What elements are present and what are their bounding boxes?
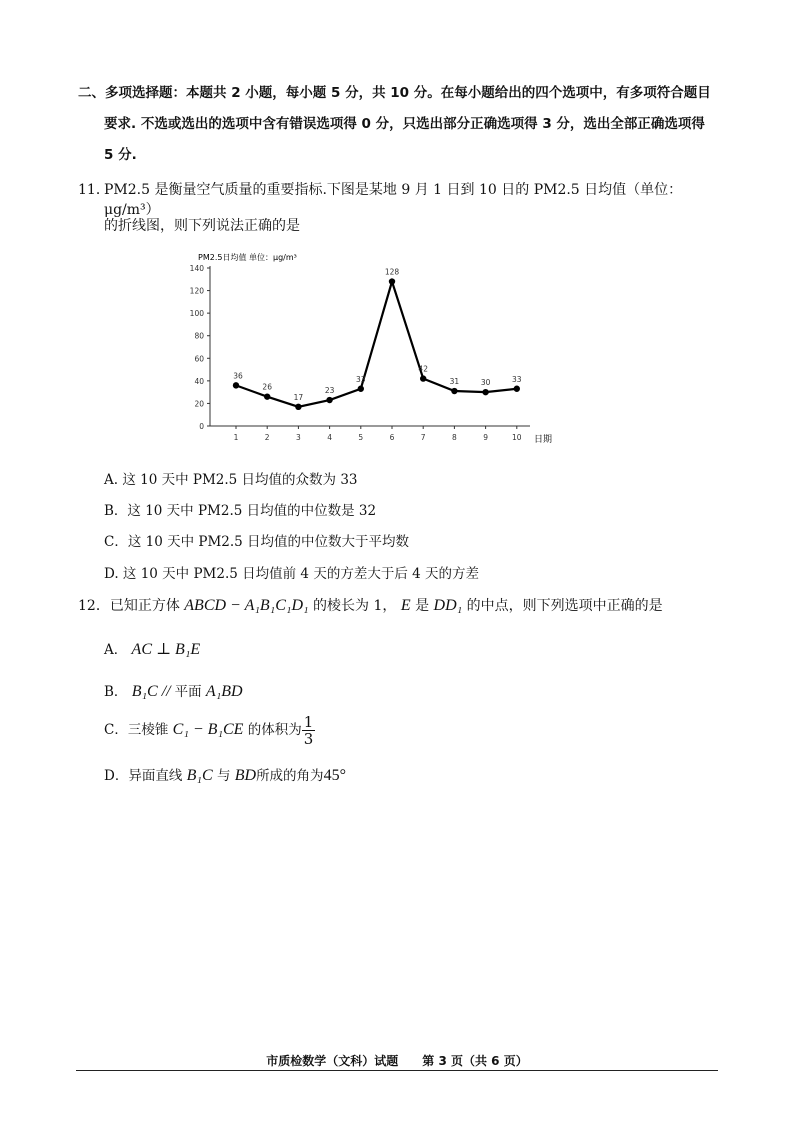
section-header-line3: 5 分. [104,147,137,163]
q12-stem-d: 的中点，则下列选项中正确的是 [466,598,663,614]
q12-option-d-text2: 所成的角为 [256,768,324,784]
q12-option-d-angle: 45° [323,767,346,784]
data-label: 33 [356,374,366,384]
y-tick-label: 80 [194,331,204,341]
y-tick-label: 140 [189,264,204,273]
y-tick-label: 0 [199,422,204,431]
section-header-line2: 要求. 不选或选出的选项中含有错误选项得 0 分，只选出部分正确选项得 3 分，选出全部正确选项得 [104,116,705,132]
chart-title: PM2.5日均值 单位：μg/m³ [198,253,297,262]
pm25-line-chart [180,246,570,452]
q11-option-b: B．这 10 天中 PM2.5 日均值的中位数是 32 [104,503,377,519]
q12-number: 12． [78,598,110,614]
y-tick-label: 60 [194,354,204,364]
q12-option-b [104,680,243,701]
data-point [451,388,457,394]
q11-option-c: C．这 10 天中 PM2.5 日均值的中位数大于平均数 [104,534,410,550]
data-label: 17 [293,392,304,402]
data-point [326,397,332,403]
fraction-numerator: 1 [303,713,314,731]
x-tick-label: 1 [233,433,239,442]
q12-option-b-label: B． [104,684,128,700]
footer-divider [76,1070,718,1071]
q12-option-d-text1: 与 [216,768,231,784]
x-tick-label: 8 [452,433,457,442]
q12-stem-c: 是 [415,598,430,614]
q12-stem [78,596,663,616]
y-tick-label: 100 [189,309,204,319]
x-tick-label: 3 [296,433,301,442]
x-tick-label: 9 [483,433,488,442]
data-label: 128 [384,267,400,277]
x-tick-label: 4 [327,433,332,442]
fraction-denominator: 3 [303,730,314,748]
data-point [233,382,239,388]
q11-stem-line1: PM2.5 是衡量空气质量的重要指标.下图是某地 9 月 1 日到 10 日的 PM2.5 日均值（单位：μg/m³） [104,182,683,218]
data-point [420,375,426,381]
q12-point-e: E [400,597,411,614]
q12-option-c-label: C．三棱锥 [104,722,169,738]
q12-option-d [104,764,346,785]
q12-option-d-math1: B₁C [186,767,213,784]
q12-option-b-math: B₁C // [131,683,175,700]
q12-option-a-math: AC ⊥ B₁E [131,641,201,658]
data-point [514,386,520,392]
q11-option-a: A. 这 10 天中 PM2.5 日均值的众数为 33 [104,472,358,488]
data-point [358,386,364,392]
q12-option-b-text: 平面 [174,684,202,700]
q12-option-c-math: C₁ − B₁CE [172,721,244,738]
page-footer: 市质检数学（文科）试题 第 3 页（共 6 页） [266,1054,528,1068]
chart-svg [180,246,570,452]
q11-stem-line2: 的折线图，则下列说法正确的是 [104,218,300,234]
q12-stem-b: 的棱长为 1， [313,598,397,614]
series-line [236,282,517,407]
x-tick-label: 10 [512,433,522,442]
q12-option-b-math2: A₁BD [205,683,243,700]
data-label: 26 [262,382,272,392]
y-tick-label: 40 [194,376,204,386]
data-label: 33 [512,374,522,384]
q12-stem-a: 已知正方体 [109,598,180,614]
q12-cube: ABCD − A₁B₁C₁D₁ [184,597,309,614]
q11-number: 11． [78,182,110,198]
q12-edge-dd1: DD₁ [433,597,463,614]
q12-option-c [104,714,315,747]
data-point [264,393,270,399]
x-tick-label: 7 [420,433,426,442]
section-header-line1: 二、多项选择题：本题共 2 小题，每小题 5 分，共 10 分。在每小题给出的四个选项中，有多项符合题目 [78,85,711,101]
x-tick-label: 5 [358,433,364,442]
section-header [78,78,728,171]
data-point [482,389,488,395]
data-label: 23 [324,386,335,396]
q12-option-c-text: 的体积为 [247,722,302,738]
data-point [389,278,395,284]
data-label: 30 [480,378,491,388]
q12-option-a-label: A． [104,642,128,658]
y-tick-label: 120 [189,286,204,296]
chart-xlabel: 日期 [534,435,553,445]
y-tick-label: 20 [194,399,204,409]
q12-option-d-label: D．异面直线 [104,768,183,784]
data-point [295,404,301,410]
data-label: 36 [233,371,243,381]
q12-option-a [104,638,200,659]
x-tick-label: 2 [264,433,270,442]
q12-option-d-math2: BD [234,767,257,784]
q12-option-c-fraction [302,714,316,747]
x-tick-label: 6 [389,433,395,442]
q11-option-d: D. 这 10 天中 PM2.5 日均值前 4 天的方差大于后 4 天的方差 [104,566,479,582]
data-label: 42 [418,364,428,374]
data-label: 31 [449,377,460,387]
